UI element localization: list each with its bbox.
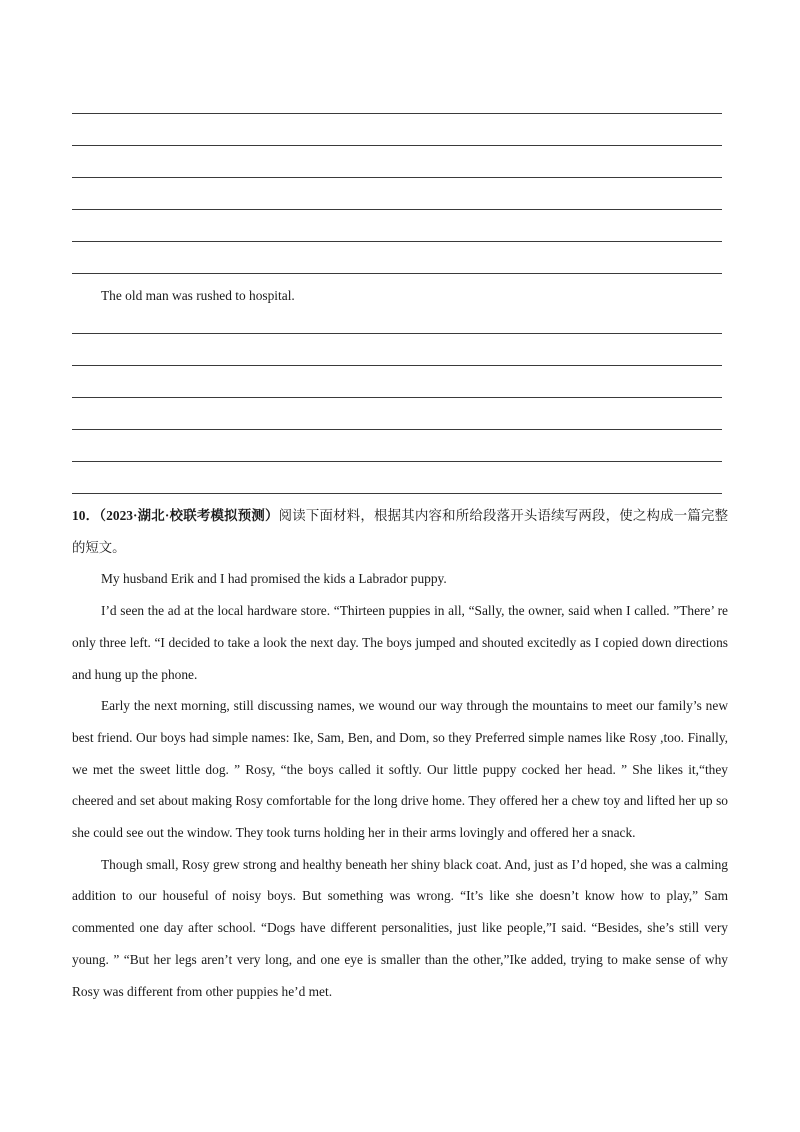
writing-line [72, 461, 722, 462]
writing-line [72, 113, 722, 114]
question-instruction: 阅读下面材料，根据其内容和所给段落开头语续写两段，使之构成一篇完整的短文。 [72, 508, 728, 555]
writing-line [72, 493, 722, 494]
writing-line [72, 177, 722, 178]
paragraph-prompt: The old man was rushed to hospital. [101, 288, 295, 303]
passage-paragraph: I’d seen the ad at the local hardware store. “Thirteen puppies in all, “Sally, the owner, said when I called. ”There’ re only three left. “I decided to take a look the next day. The boys jumped and shouted excitedly as I copied down directions and hung up the phone. [72, 603, 728, 682]
writing-line [72, 273, 722, 274]
passage-paragraph: My husband Erik and I had promised the kids a Labrador puppy. [101, 571, 447, 587]
writing-line [72, 397, 722, 398]
question-block [72, 500, 728, 1007]
passage-paragraph: Early the next morning, still discussing names, we wound our way through the mountains to meet our family’s new best friend. Our boys had simple names: Ike, Sam, Ben, and Dom, so they Preferred simple names like Rosy ,too. Finally, we met the sweet little dog. ” Rosy, “the boys called it softly. Our little puppy cocked her head. ” She likes it,“they cheered and set about making Rosy comfortable for the long drive home. They offered her a chew toy and lifted her up so she could see out the window. They took turns holding her in their arms lovingly and offered her a snack. [72, 698, 728, 841]
writing-line [72, 429, 722, 430]
writing-line [72, 241, 722, 242]
writing-line [72, 365, 722, 366]
question-source: （2023·湖北·校联考模拟预测） [99, 508, 279, 523]
passage-paragraph: Though small, Rosy grew strong and healthy beneath her shiny black coat. And, just as I’d hoped, she was a calming addition to our houseful of noisy boys. But something was wrong. “It’s like she doesn’t know how to play,” Sam commented one day after school. “Dogs have different personalities, just like people,”I said. “Besides, she’s still very young. ” “But her legs aren’t very long, and one eye is smaller than the other,”Ike added, trying to make sense of why Rosy was different from other puppies he’d met. [72, 856, 728, 999]
writing-line [72, 333, 722, 334]
writing-line [72, 145, 722, 146]
question-heading [72, 500, 728, 563]
writing-line [72, 209, 722, 210]
question-number: 10． [72, 508, 100, 523]
